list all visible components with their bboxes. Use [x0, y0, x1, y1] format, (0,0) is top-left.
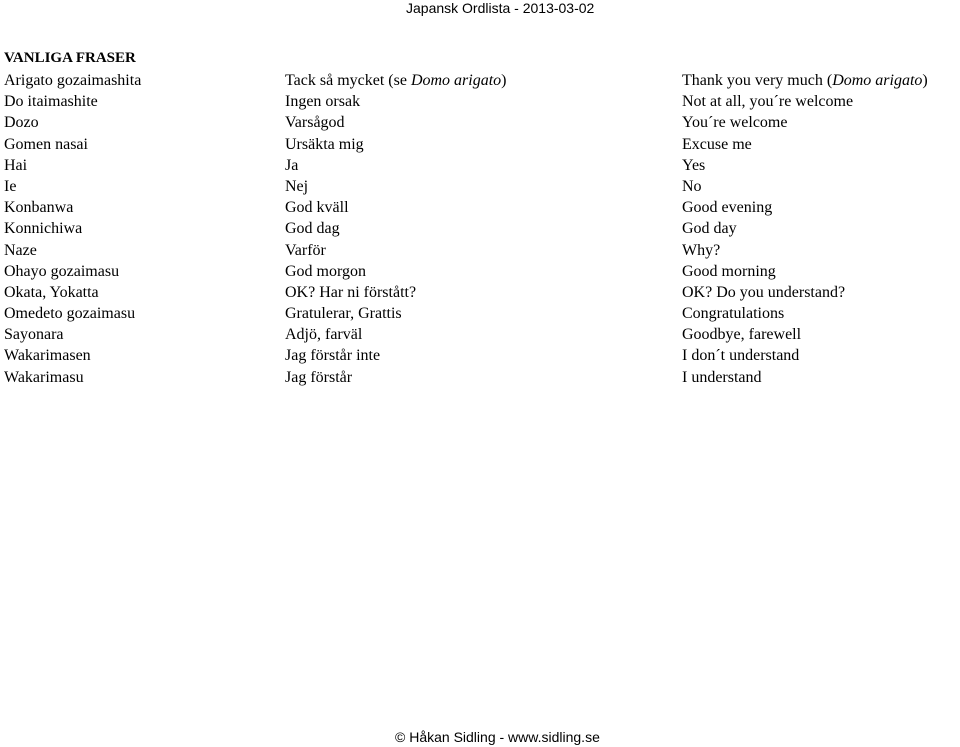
japanese-phrase: Dozo: [4, 114, 39, 132]
phrase-row: [4, 303, 960, 324]
phrase-row: [4, 155, 960, 176]
phrase-row: [4, 218, 960, 239]
english-translation: Thank you very much (Domo arigato): [682, 72, 928, 89]
copyright-icon: ©: [395, 729, 406, 745]
japanese-phrase: Konnichiwa: [4, 220, 83, 238]
phrase-row: [4, 345, 960, 366]
english-translation: God day: [682, 220, 737, 238]
swedish-translation: God dag: [285, 220, 340, 238]
swedish-translation: Jag förstår: [285, 368, 353, 386]
swedish-translation: Tack så mycket (se Domo arigato): [285, 72, 507, 89]
english-translation: Excuse me: [682, 135, 752, 153]
phrase-row: [4, 282, 960, 303]
english-reference: Domo arigato: [832, 72, 923, 89]
english-translation: OK? Do you understand?: [682, 283, 846, 301]
swedish-translation: Jag förstår inte: [285, 347, 381, 365]
page-footer: [395, 728, 600, 746]
japanese-phrase: Naze: [4, 241, 37, 259]
japanese-phrase: Hai: [4, 156, 28, 174]
phrase-row: [4, 324, 960, 345]
phrase-row: [4, 70, 960, 91]
japanese-phrase: Do itaimashite: [4, 93, 98, 111]
japanese-phrase: Konbanwa: [4, 199, 74, 217]
japanese-phrase: Arigato gozaimashita: [4, 72, 142, 89]
english-translation: Goodbye, farewell: [682, 326, 802, 344]
swedish-translation: Adjö, farväl: [285, 326, 363, 344]
japanese-phrase: Okata, Yokatta: [4, 283, 99, 301]
english-translation: I understand: [682, 368, 762, 386]
english-translation: Not at all, you´re welcome: [682, 93, 854, 111]
japanese-phrase: Gomen nasai: [4, 135, 88, 153]
phrase-row: [4, 112, 960, 133]
phrase-row: [4, 240, 960, 261]
swedish-translation: Ja: [285, 156, 299, 174]
swedish-translation: OK? Har ni förstått?: [285, 283, 417, 301]
swedish-translation: Nej: [285, 177, 309, 195]
section-title: VANLIGA FRASER: [4, 50, 136, 66]
japanese-phrase: Ohayo gozaimasu: [4, 262, 120, 280]
phrase-row: [4, 367, 960, 388]
japanese-phrase: Omedeto gozaimasu: [4, 305, 136, 323]
english-translation: Good evening: [682, 199, 773, 217]
page-title: Japansk Ordlista - 2013-03-02: [406, 0, 595, 16]
page-header: [406, 0, 594, 17]
swedish-translation: Ingen orsak: [285, 93, 361, 111]
english-translation: Congratulations: [682, 305, 785, 323]
phrase-list: [4, 70, 960, 388]
swedish-translation: Varför: [285, 241, 326, 259]
phrase-row: [4, 134, 960, 155]
japanese-phrase: Wakarimasu: [4, 368, 84, 386]
footer-credit: Håkan Sidling - www.sidling.se: [409, 729, 600, 745]
swedish-translation: Gratulerar, Grattis: [285, 305, 402, 323]
japanese-phrase: Sayonara: [4, 326, 64, 344]
phrase-row: [4, 197, 960, 218]
english-translation: No: [682, 177, 702, 195]
english-translation: Yes: [682, 156, 706, 174]
english-translation: I don´t understand: [682, 347, 800, 365]
swedish-translation: God morgon: [285, 262, 367, 280]
japanese-phrase: Wakarimasen: [4, 347, 91, 365]
phrase-row: [4, 91, 960, 112]
swedish-translation: Ursäkta mig: [285, 135, 364, 153]
phrase-row: [4, 176, 960, 197]
english-translation: You´re welcome: [682, 114, 788, 132]
english-translation: Why?: [682, 241, 721, 259]
swedish-translation: God kväll: [285, 199, 349, 217]
phrase-row: [4, 261, 960, 282]
english-translation: Good morning: [682, 262, 776, 280]
swedish-reference: Domo arigato: [410, 72, 502, 89]
japanese-phrase: Ie: [4, 177, 17, 195]
swedish-translation: Varsågod: [285, 114, 345, 132]
